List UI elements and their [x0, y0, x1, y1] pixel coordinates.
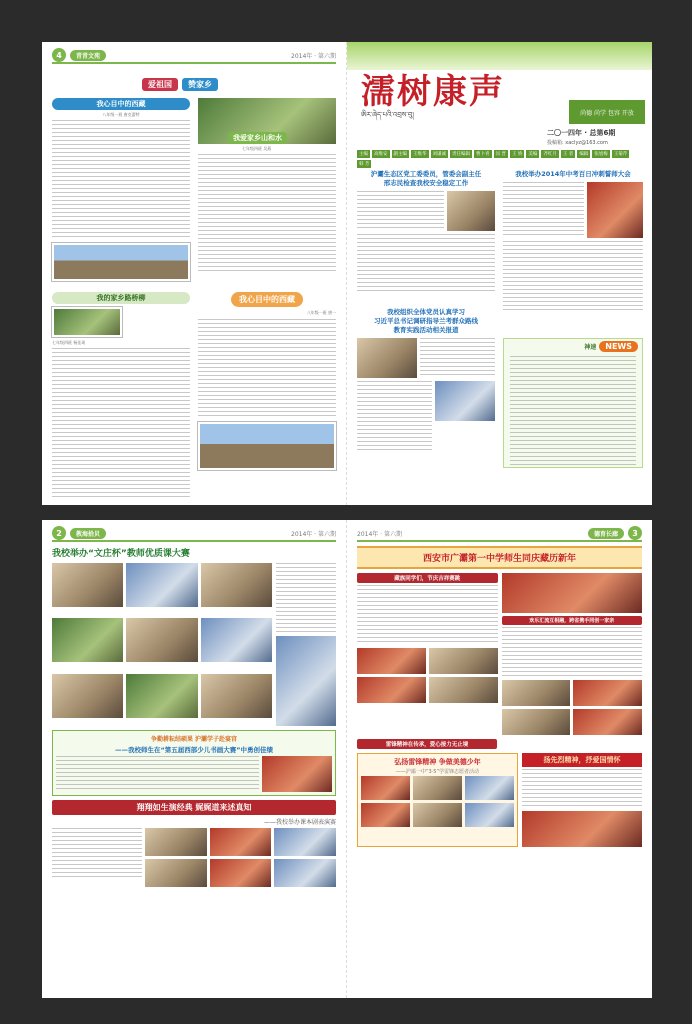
photo-caption-tag: 我爱家乡山和水 [228, 132, 287, 144]
contest-photo-grid [52, 563, 272, 726]
article-body [198, 319, 336, 419]
staff-label: 主编 [359, 152, 368, 157]
photo-thumbnail [52, 563, 123, 607]
photo-thumbnail [413, 803, 462, 827]
staff-label: 齐红月 [543, 152, 557, 157]
article-title: 我的家乡路桥柳 [52, 292, 190, 304]
article-body [52, 120, 190, 240]
staff-label: 张旭梅 [594, 152, 608, 157]
staff-label: 编辑 [579, 152, 589, 157]
staff-label: 副主编 [393, 152, 407, 157]
losar-photo-grid-b [502, 680, 643, 735]
photo-thumbnail [502, 709, 571, 735]
sub-heading-2: 欢乐汇流互相融，跨省携手同创一家亲 [502, 616, 643, 625]
rally-photo [587, 182, 643, 238]
staff-label: 韩 芳 [359, 162, 370, 167]
article-byline: 七年级四班 杨佳琦 [52, 340, 86, 345]
photo-thumbnail [274, 828, 336, 856]
article-byline: 八年级一班 唐一 [306, 310, 336, 315]
art-contest-box [52, 730, 336, 796]
running-header [52, 48, 336, 64]
tag-patriotism: 爱祖国 [142, 78, 178, 91]
article-title: 我心目中的西藏 [52, 98, 190, 110]
photo-thumbnail [357, 677, 426, 703]
photo-thumbnail [573, 709, 642, 735]
photo-thumbnail [465, 803, 514, 827]
page-3 [347, 520, 652, 998]
photo-thumbnail [413, 776, 462, 800]
potala-photo [52, 243, 190, 281]
clock-tower-photo [276, 636, 336, 726]
photo-thumbnail [210, 828, 272, 856]
photo-thumbnail [126, 563, 197, 607]
news-pledge-rally [503, 170, 643, 311]
section-tag: 教海拾贝 [70, 528, 106, 539]
masthead-title: 濡树康声 [361, 72, 505, 112]
news-badge-pre: 神速 [584, 344, 597, 351]
issue-line: 二〇一四年 · 总第6期 [547, 129, 616, 137]
staff-label: 刘谦诚 [432, 152, 446, 157]
photo-thumbnail [201, 618, 272, 662]
drama-subtitle: ——我校举办课本剧表演赛 [263, 819, 336, 826]
lei-feng-box [357, 753, 518, 847]
photo-thumbnail [126, 674, 197, 718]
staff-strip [357, 150, 642, 168]
photo-thumbnail [502, 680, 571, 706]
willow-photo [52, 307, 122, 337]
photo-thumbnail [145, 828, 207, 856]
slogan-sub: ——沪灞一中“3·5”学雷锋志愿者活动 [395, 769, 480, 775]
photo-thumbnail [210, 859, 272, 887]
sub-heading-3: 雷锋精神在传承，爱心接力无止境 [357, 739, 497, 749]
meeting-photo [357, 338, 417, 378]
issue-label: 2014年 · 第六期 [357, 530, 402, 538]
photo-thumbnail [429, 677, 498, 703]
front-page [347, 42, 652, 505]
page-number: 4 [52, 48, 66, 62]
news-headline: 沪灞生态区党工委委员，管委会副主任 邢志民检查我校安全稳定工作 [370, 170, 482, 187]
article-tibet-1 [52, 98, 190, 281]
staff-label: 美编 [528, 152, 538, 157]
photo-thumbnail [573, 680, 642, 706]
staff-label: 高维安 [374, 152, 388, 157]
page-2 [42, 520, 347, 998]
news-headline: 我校组织全体党员认真学习 习近平总书记调研指导兰考群众路线 教育实践活动相关报道 [374, 308, 478, 334]
lei-feng-photo-grid [361, 776, 514, 827]
email-address[interactable]: xaclyz@163.com [565, 140, 608, 146]
photo-thumbnail [465, 776, 514, 800]
staff-label: 王菊芹 [613, 152, 628, 157]
news-brief-box [503, 338, 643, 468]
topic-tags [142, 78, 218, 91]
contest-block [52, 563, 336, 726]
article-tibet-2 [198, 292, 336, 470]
losar-photo-grid-a [357, 648, 498, 703]
contest-title: 我校举办“文庄杯”教师优质课大赛 [52, 549, 190, 559]
martyr-title: 扬先烈精神，抒爱国情怀 [522, 753, 642, 767]
staff-label: 闵 晋 [495, 152, 506, 157]
monastery-photo [198, 422, 336, 470]
photo-thumbnail [201, 674, 272, 718]
page-number: 3 [628, 526, 642, 540]
section-tag: 德育长廊 [588, 528, 624, 539]
top-spread [42, 42, 652, 505]
issue-label: 2014年 · 第六期 [291, 52, 336, 60]
page-4 [42, 42, 347, 505]
tag-hometown: 赞家乡 [182, 78, 218, 91]
news-headline: 我校举办2014年中考百日冲刺誓师大会 [515, 170, 631, 178]
celebration-photo [502, 573, 643, 613]
running-header [52, 526, 336, 542]
bubble-title: 我心目中的西藏 [198, 292, 336, 307]
photo-thumbnail [361, 803, 410, 827]
drama-photo-grid [145, 828, 336, 887]
issue-label: 2014年 · 第六期 [291, 530, 336, 538]
photo-thumbnail [201, 563, 272, 607]
photo-thumbnail [361, 776, 410, 800]
staff-label: 王 者 [562, 152, 574, 157]
photo-thumbnail [274, 859, 336, 887]
news-badge: NEWS [599, 341, 638, 352]
section-tag: 青青文苑 [70, 50, 106, 61]
motto-box: 尚德 尚学 包容 开放 [569, 100, 645, 124]
building-photo [435, 381, 495, 421]
staff-label: 王维华 [413, 152, 427, 157]
running-header [357, 526, 642, 542]
photo-thumbnail [52, 618, 123, 662]
memorial-photo [522, 811, 642, 847]
photo-thumbnail [357, 648, 426, 674]
masthead-tibetan: ཨིར་ཞེད་པའི་འབྲས་བུ། [361, 111, 414, 119]
page-number: 2 [52, 526, 66, 540]
photo-thumbnail [145, 859, 207, 887]
sub-heading-1: 藏族同学们，节庆吉祥赛跳 [357, 573, 498, 583]
article-body-2 [198, 154, 336, 274]
article-byline: 八年级一班 唐克蕾特 [102, 112, 140, 117]
award-photo [262, 756, 332, 792]
staff-label: 曹卜青 [476, 152, 490, 157]
email-line: 投稿箱: xaclyz@163.com [547, 140, 608, 146]
slogan: 弘扬雷锋精神 争做美德少年 [394, 758, 481, 766]
news-party-study [357, 308, 495, 451]
art-contest-title: ——我校师生在“第五届西部少儿书画大赛”中勇创佳绩 [114, 746, 274, 754]
article-body [52, 348, 190, 498]
news-inspection [357, 170, 495, 294]
staff-label: 王 娇 [511, 152, 523, 157]
photo-thumbnail [126, 618, 197, 662]
drama-title: 翔翔如生演经典 娓娓道来述真知 [52, 800, 336, 815]
photo-byline: 七年级四班 吴燕 [242, 146, 272, 151]
photo-thumbnail [52, 674, 123, 718]
bottom-spread [42, 520, 652, 998]
article-hometown [52, 292, 190, 498]
staff-label: 责任编辑 [452, 152, 470, 157]
photo-thumbnail [429, 648, 498, 674]
art-contest-subtitle: 争勤耕耘结硕果 沪灞学子赴宴宫 [150, 736, 238, 743]
inspection-photo [447, 191, 495, 231]
losar-title: 西安市广灞第一中学师生同庆藏历新年 [357, 546, 642, 569]
